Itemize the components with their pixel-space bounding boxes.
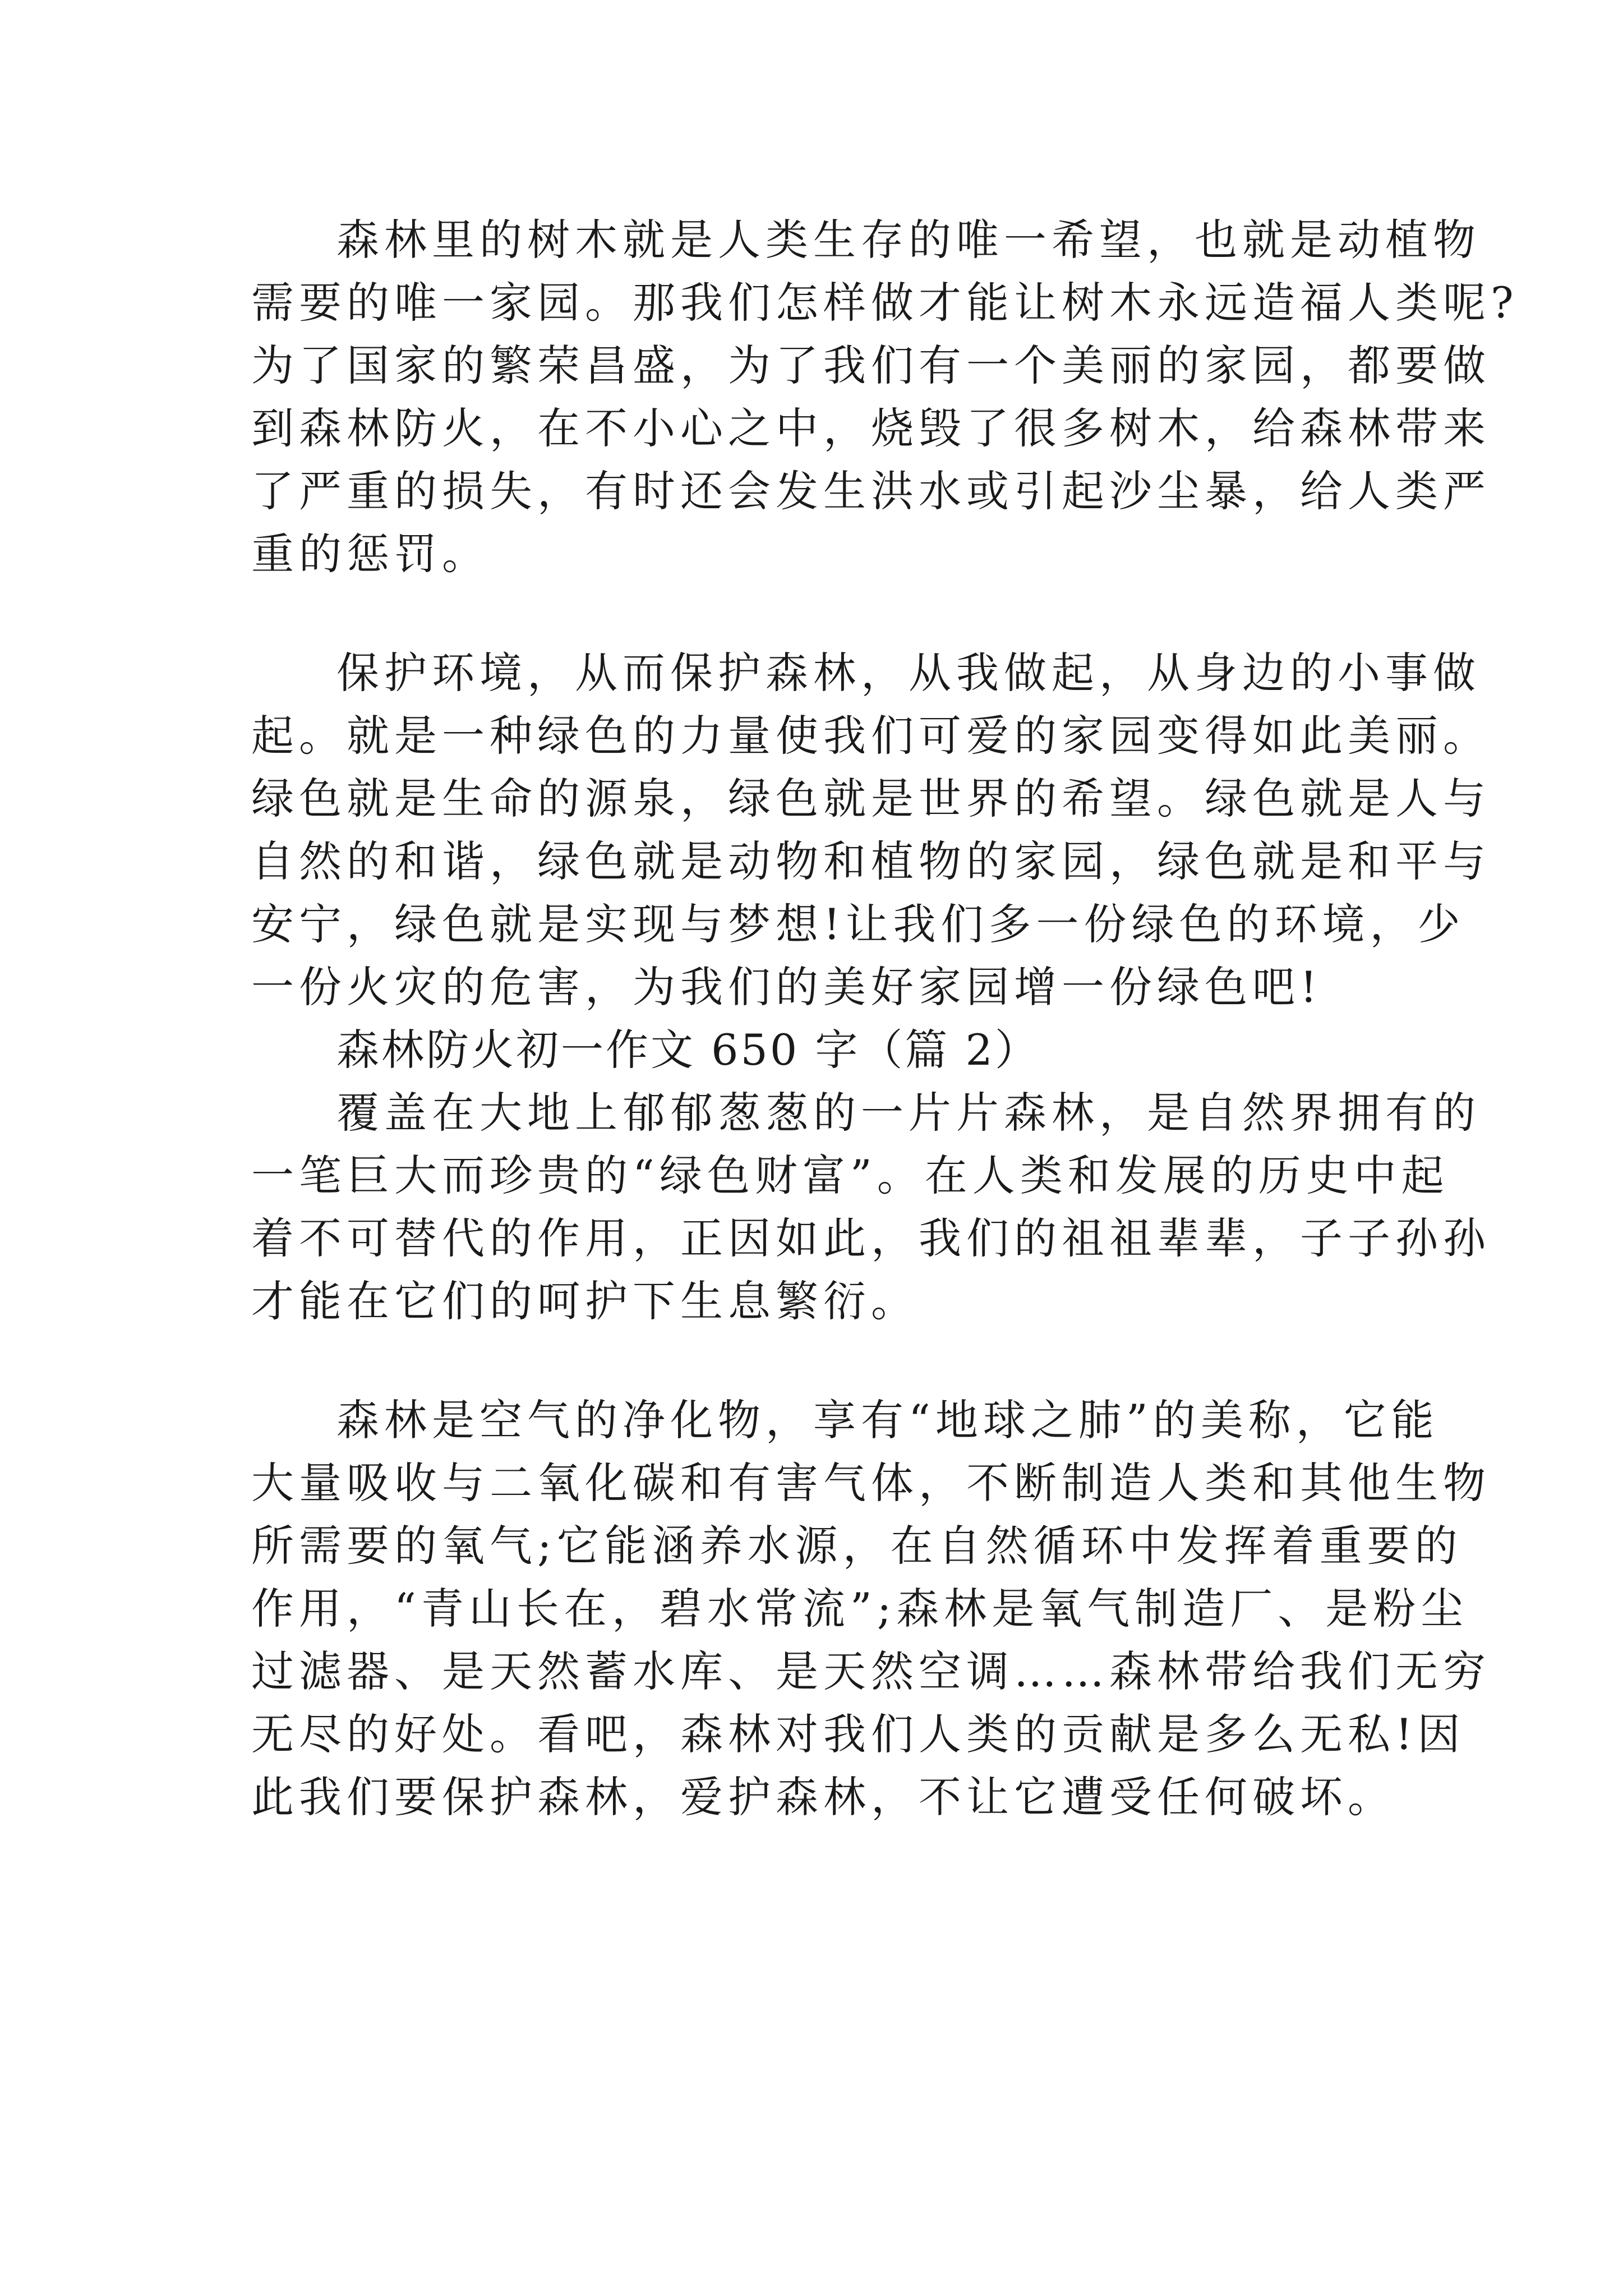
paragraph-line: 安宁，绿色就是实现与梦想!让我们多一份绿色的环境，少 [251,899,1465,949]
paragraph-line: 此我们要保护森林，爱护森林，不让它遭受任何破坏。 [251,1772,1395,1822]
paragraph-line: 了严重的损失，有时还会发生洪水或引起沙尘暴，给人类严 [251,466,1491,516]
paragraph-line: 绿色就是生命的源泉，绿色就是世界的希望。绿色就是人与 [251,774,1491,823]
paragraph-line: 一份火灾的危害，为我们的美好家园增一份绿色吧! [251,962,1322,1012]
paragraph-line: 起。就是一种绿色的力量使我们可爱的家园变得如此美丽。 [251,711,1491,761]
paragraph-line: 大量吸收与二氧化碳和有害气体，不断制造人类和其他生物 [251,1458,1491,1508]
paragraph-line: 为了国家的繁荣昌盛，为了我们有一个美丽的家园，都要做 [251,341,1491,390]
paragraph-line: 无尽的好处。看吧，森林对我们人类的贡献是多么无私!因 [251,1709,1465,1759]
paragraph-line: 到森林防火，在不小心之中，烧毁了很多树木，给森林带来 [251,403,1491,453]
paragraph-line: 重的惩罚。 [251,529,490,579]
paragraph-line: 作用，“青山长在，碧水常流”;森林是氧气制造厂、是粉尘 [251,1584,1469,1634]
paragraph-line: 一笔巨大而珍贵的“绿色财富”。在人类和发展的历史中起 [251,1151,1449,1200]
section-title: 森林防火初一作文 650 字（篇 2） [336,1025,1040,1075]
paragraph-line: 着不可替代的作用，正因如此，我们的祖祖辈辈，子子孙孙 [251,1213,1491,1263]
paragraph-line: 森林里的树木就是人类生存的唯一希望，也就是动植物 [336,215,1481,265]
paragraph-line: 自然的和谐，绿色就是动物和植物的家园，绿色就是和平与 [251,836,1491,886]
paragraph-line: 过滤器、是天然蓄水库、是天然空调……森林带给我们无穷 [251,1646,1491,1696]
paragraph-line: 覆盖在大地上郁郁葱葱的一片片森林，是自然界拥有的 [336,1088,1481,1138]
paragraph-line: 森林是空气的净化物，享有“地球之肺”的美称，它能 [336,1395,1439,1445]
paragraph-line: 需要的唯一家园。那我们怎样做才能让树木永远造福人类呢? [251,278,1519,328]
paragraph-line: 所需要的氧气;它能涵养水源，在自然循环中发挥着重要的 [251,1521,1463,1571]
paragraph-line: 才能在它们的呵护下生息繁衍。 [251,1276,919,1326]
paragraph-line: 保护环境，从而保护森林，从我做起，从身边的小事做 [336,648,1481,698]
